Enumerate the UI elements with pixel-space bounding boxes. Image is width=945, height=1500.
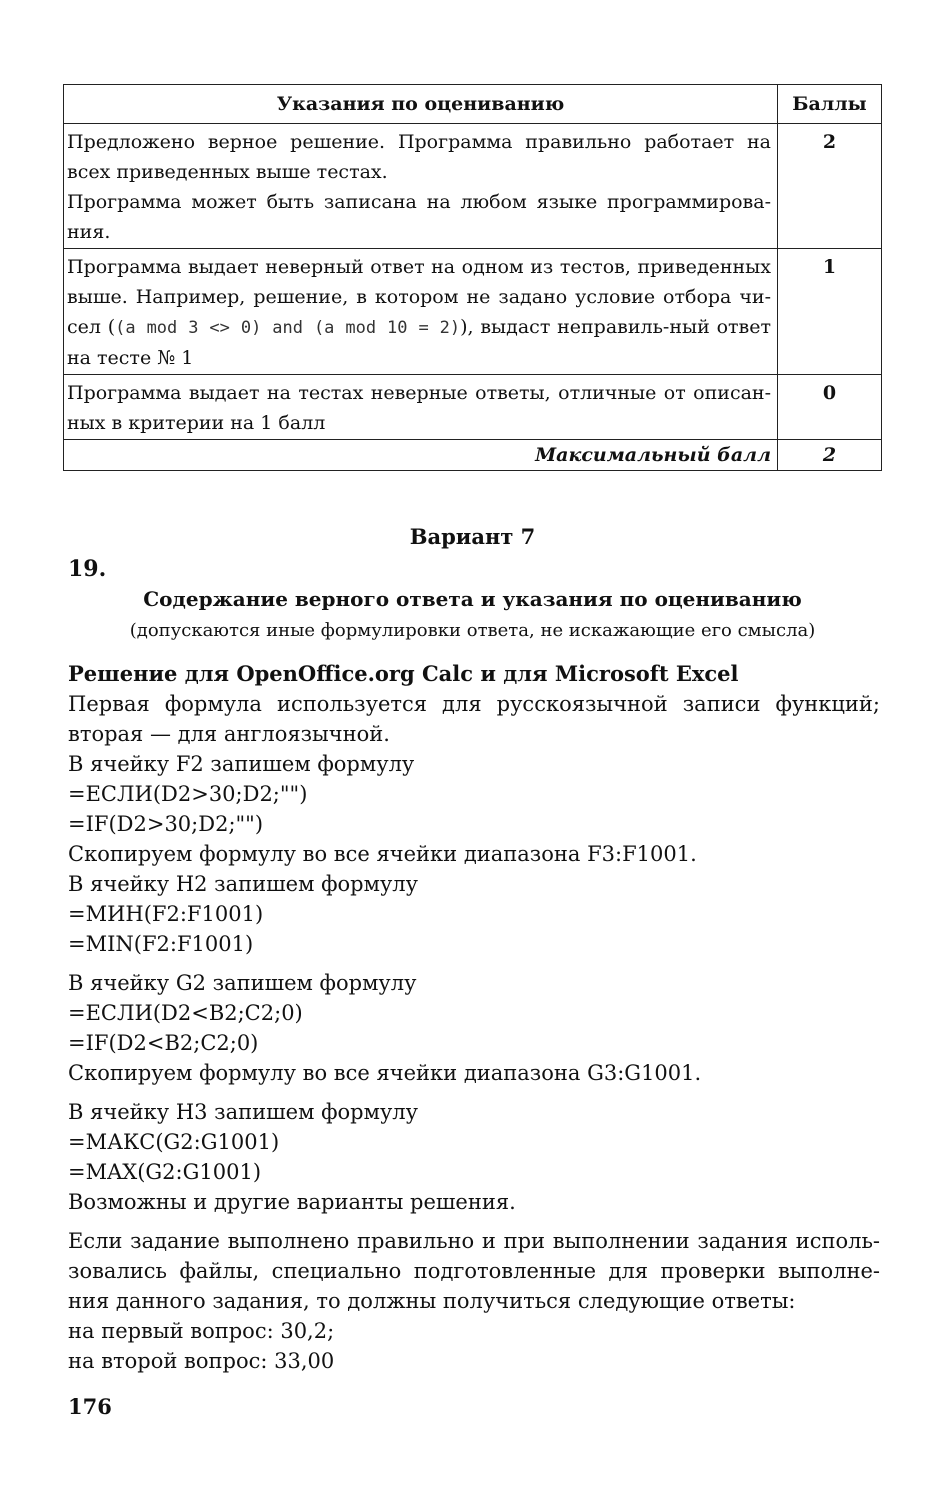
text-line: В ячейку F2 запишем формулу <box>68 752 415 776</box>
max-score-value: 2 <box>778 440 882 471</box>
table-header-row <box>64 85 882 124</box>
criteria-cell: Программа выдает на тестах неверные ответы, отличные от описан-ных в критерии на 1 балл <box>64 375 778 440</box>
answer-line: на второй вопрос: 33,00 <box>68 1349 335 1373</box>
criteria-cell <box>64 124 778 249</box>
solution-heading: Решение для OpenOffice.org Calc и для Microsoft Excel <box>68 661 739 686</box>
code-snippet: (a mod 3 <> 0) and (a mod 10 = 2) <box>115 318 461 338</box>
criteria-cell <box>64 249 778 375</box>
text-line: В ячейку G2 запишем формулу <box>68 971 417 995</box>
formula-block <box>68 1097 880 1217</box>
task-number: 19. <box>68 556 107 582</box>
answer-line: на первый вопрос: 30,2; <box>68 1319 335 1343</box>
text-line: В ячейку H3 запишем формулу <box>68 1100 419 1124</box>
table-row <box>64 249 882 375</box>
intro-paragraph: Первая формула используется для русскоязычной записи функций; вторая — для англоязычной. <box>68 692 880 746</box>
page-number: 176 <box>68 1394 112 1419</box>
table-row <box>64 124 882 249</box>
max-score-label: Максимальный балл <box>64 440 778 471</box>
max-score-row <box>64 440 882 471</box>
criteria-line: Программа может быть записана на любом языке программирова-ния. <box>67 191 771 243</box>
formula-line: =IF(D2<B2;C2;0) <box>68 1031 259 1055</box>
formula-line: =ЕСЛИ(D2<B2;C2;0) <box>68 1001 303 1025</box>
grading-table <box>63 84 882 471</box>
criteria-header: Указания по оцениванию <box>64 85 778 124</box>
text-line: Скопируем формулу во все ячейки диапазона F3:F1001. <box>68 842 697 866</box>
variant-title: Вариант 7 <box>409 524 536 549</box>
points-cell: 1 <box>778 249 882 375</box>
formula-line: =IF(D2>30;D2;"") <box>68 812 264 836</box>
table-row <box>64 375 882 440</box>
content-subtitle: (допускаются иные формулировки ответа, не искажающие его смысла) <box>129 620 816 641</box>
formula-line: =ЕСЛИ(D2>30;D2;"") <box>68 782 308 806</box>
content-title: Содержание верного ответа и указания по оцениванию <box>143 587 802 611</box>
solution-body <box>68 659 880 1376</box>
formula-line: =MAX(G2:G1001) <box>68 1160 262 1184</box>
points-cell: 2 <box>778 124 882 249</box>
formula-line: =МАКС(G2:G1001) <box>68 1130 280 1154</box>
formula-line: =MIN(F2:F1001) <box>68 932 254 956</box>
points-header: Баллы <box>778 85 882 124</box>
answers-intro: Если задание выполнено правильно и при выполнении задания исполь-зовались файлы, специально подготовленные для проверки выполне-ния данного задания, то должны получиться следующие ответы: <box>68 1229 880 1313</box>
criteria-text: Программа выдает неверный ответ на одном из тестов, приведенных выше. Например, решение, в котором не задано условие отбора чи-сел ( <box>67 256 771 338</box>
text-line: В ячейку H2 запишем формулу <box>68 872 419 896</box>
formula-block <box>68 749 880 959</box>
text-line: Скопируем формулу во все ячейки диапазона G3:G1001. <box>68 1061 702 1085</box>
formula-line: =МИН(F2:F1001) <box>68 902 264 926</box>
criteria-line: Предложено верное решение. Программа правильно работает на всех приведенных выше тестах. <box>67 131 771 183</box>
criteria-text: ), выдаст неправиль-ный ответ на тесте № 1 <box>67 316 771 369</box>
text-line: Возможны и другие варианты решения. <box>68 1190 516 1214</box>
points-cell: 0 <box>778 375 882 440</box>
formula-block <box>68 968 880 1088</box>
